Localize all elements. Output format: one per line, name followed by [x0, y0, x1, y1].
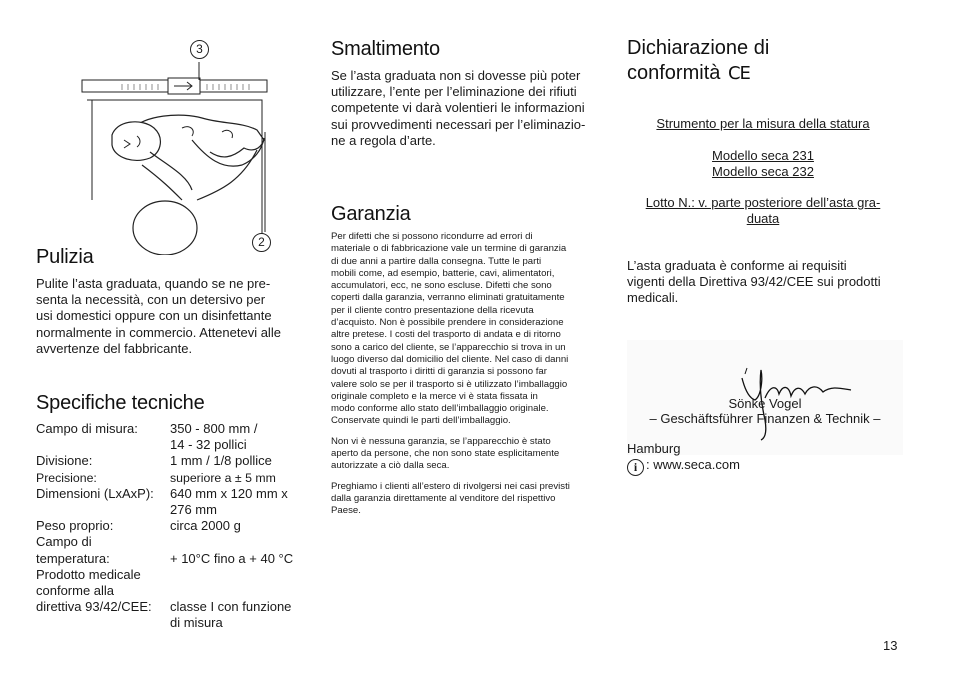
spec-row — [36, 599, 308, 615]
lot-number — [627, 195, 899, 227]
pulizia-heading: Pulizia — [36, 246, 94, 268]
callout-2: 2 — [252, 233, 271, 252]
pulizia-line: Pulite l’asta graduata, quando se ne pre- — [36, 276, 271, 291]
garanzia-line: d’acquisto. Non è possibile prendere in considerazione — [331, 317, 564, 329]
garanzia-line: dalla garanzia direttamente al venditore del rispettivo — [331, 492, 556, 504]
garanzia-line: autorizzate a ciò dalla seca. — [331, 460, 450, 472]
model-1: Modello seca 231 — [712, 148, 814, 163]
dichiarazione-title-line1: Dichiarazione di — [627, 37, 770, 59]
signer-name: Sönke Vogel — [728, 396, 802, 411]
spec-row — [36, 453, 308, 469]
conformity-line: L’asta graduata è conforme ai requisiti — [627, 258, 847, 273]
spec-value: classe I con funzione — [170, 599, 292, 615]
garanzia-line: Preghiamo i clienti all’estero di rivolgersi nei casi previsti — [331, 480, 570, 492]
spec-row — [36, 567, 308, 583]
garanzia-paragraph — [331, 231, 606, 428]
garanzia-heading: Garanzia — [331, 203, 411, 225]
pulizia-line: usi domestici oppure con un disinfettante — [36, 308, 272, 324]
spec-value — [170, 583, 308, 599]
spec-row — [36, 534, 308, 550]
garanzia-line: mobili come, ad esempio, batterie, cavi, alimentatori, — [331, 267, 555, 279]
instrument-name-text: Strumento per la misura della statura — [656, 116, 870, 131]
spec-value — [170, 534, 308, 550]
spec-row — [36, 502, 308, 518]
spec-row — [36, 421, 308, 437]
garanzia-line: materiale o di fabbricazione vale un termine di garanzia — [331, 243, 567, 255]
garanzia-line: valere solo se per il trasporto si è utilizzato l’imballaggio — [331, 378, 568, 390]
spec-row — [36, 518, 308, 534]
garanzia-line: altre pretese. I costi del trasporto di andata e di ritorno — [331, 329, 561, 341]
spec-label: Dimensioni (LxAxP): — [36, 485, 154, 501]
smaltimento-text — [331, 68, 606, 149]
garanzia-line: Paese. — [331, 505, 361, 517]
spec-value: 14 - 32 pollici — [170, 437, 247, 453]
info-icon: i — [627, 459, 644, 476]
model-2: Modello seca 232 — [712, 164, 814, 180]
spec-row — [36, 583, 308, 599]
pulizia-text — [36, 276, 306, 357]
signature-area — [627, 340, 903, 455]
spec-label: Peso proprio: — [36, 518, 114, 534]
dichiarazione-title-text: conformità — [627, 62, 721, 84]
spec-value: di misura — [170, 615, 223, 631]
signer-role: – Geschäftsführer Finanzen & Technik – — [649, 411, 881, 426]
garanzia-line: di due anni a partire dalla consegna. Tutte le parti — [331, 255, 542, 267]
pulizia-line: senta la necessità, con un detersivo per — [36, 292, 266, 308]
spec-row — [36, 470, 308, 486]
measuring-illustration-svg — [72, 40, 282, 255]
pulizia-line: avvertenze del fabbricante. — [36, 340, 193, 356]
dichiarazione-heading — [627, 36, 769, 86]
ce-mark-icon: CE — [727, 63, 750, 84]
spec-value: 350 - 800 mm / — [170, 421, 258, 436]
conformity-text — [627, 258, 902, 307]
spec-label: direttiva 93/42/CEE: — [36, 599, 152, 615]
conformity-line: vigenti della Direttiva 93/42/CEE sui prodotti — [627, 274, 881, 290]
spec-value — [170, 567, 308, 583]
spec-label — [36, 502, 170, 518]
spec-label: Campo di — [36, 534, 92, 550]
spec-row — [36, 615, 308, 631]
spec-label — [36, 437, 170, 453]
smaltimento-line: ne a regola d’arte. — [331, 132, 436, 148]
spec-row — [36, 551, 308, 567]
spec-table — [36, 421, 308, 632]
spec-row — [36, 437, 308, 453]
spec-label: Precisione: — [36, 470, 97, 485]
smaltimento-line: Se l’asta graduata non si dovesse più poter — [331, 68, 581, 83]
garanzia-line: luogo diverso dal domicilio del cliente. Nel caso di danni — [331, 353, 569, 365]
spec-value: 276 mm — [170, 502, 217, 518]
garanzia-line: per il cliente contro presentazione della ricevuta — [331, 304, 534, 316]
garanzia-line: Conservate quindi le parti dell’imballaggio. — [331, 415, 511, 427]
garanzia-line: originale completo e la merce vi è stata fissata in — [331, 390, 538, 402]
specifiche-heading: Specifiche tecniche — [36, 392, 205, 414]
website-url[interactable]: : www.seca.com — [646, 457, 740, 472]
garanzia-paragraph — [331, 481, 606, 518]
spec-value: circa 2000 g — [170, 518, 241, 534]
garanzia-line: Per difetti che si possono ricondurre ad errori di — [331, 231, 533, 242]
spec-value: 1 mm / 1/8 pollice — [170, 453, 272, 469]
conformity-line: medicali. — [627, 290, 679, 306]
garanzia-line: sono a carico del cliente, se l’apparecchio si trova in un — [331, 341, 566, 353]
usage-illustration — [72, 40, 282, 255]
garanzia-text — [331, 231, 606, 526]
spec-value: superiore a ± 5 mm — [170, 470, 276, 485]
spec-value: 640 mm x 120 mm x — [170, 485, 288, 501]
spec-label — [36, 615, 170, 631]
spec-label: Divisione: — [36, 453, 93, 469]
spec-label: Campo di misura: — [36, 421, 138, 436]
garanzia-line: aperto da persone, che non sono state esplicitamente — [331, 448, 560, 460]
pulizia-line: normalmente in commercio. Attenetevi alle — [36, 324, 281, 340]
page-number: 13 — [883, 638, 898, 653]
website-line — [627, 457, 740, 476]
spec-row — [36, 486, 308, 502]
callout-3: 3 — [190, 40, 209, 59]
instrument-name — [627, 116, 899, 132]
spec-value: + 10°C fino a + 40 °C — [170, 550, 294, 566]
smaltimento-heading: Smaltimento — [331, 38, 440, 60]
models — [627, 148, 899, 180]
smaltimento-line: competente vi darà volentieri le informazioni — [331, 100, 585, 116]
garanzia-line: dovuti al trasporto i diritti di garanzia si possono far — [331, 366, 547, 378]
dichiarazione-title-line2 — [627, 61, 769, 86]
city: Hamburg — [627, 441, 681, 456]
garanzia-line: coperti dalla garanzia, verranno eliminati gratuitamente — [331, 292, 565, 304]
lot-line-1: Lotto N.: v. parte posteriore dell’asta gra- — [645, 195, 881, 210]
spec-label: conforme alla — [36, 583, 115, 599]
lot-line-2: duata — [746, 211, 780, 227]
smaltimento-line: sui provvedimenti necessari per l’eliminazio- — [331, 116, 586, 132]
garanzia-paragraph — [331, 436, 606, 473]
garanzia-line: accumulatori, ecc, ne sono escluse. Difetti che sono — [331, 280, 552, 292]
smaltimento-line: utilizzare, l’ente per l’eliminazione dei rifiuti — [331, 84, 577, 100]
garanzia-line: Non vi è nessuna garanzia, se l’apparecchio è stato — [331, 435, 551, 447]
spec-label: temperatura: — [36, 550, 110, 566]
garanzia-line: modo conforme allo stato dell’imballaggio originale. — [331, 403, 549, 415]
spec-label: Prodotto medicale — [36, 566, 141, 582]
